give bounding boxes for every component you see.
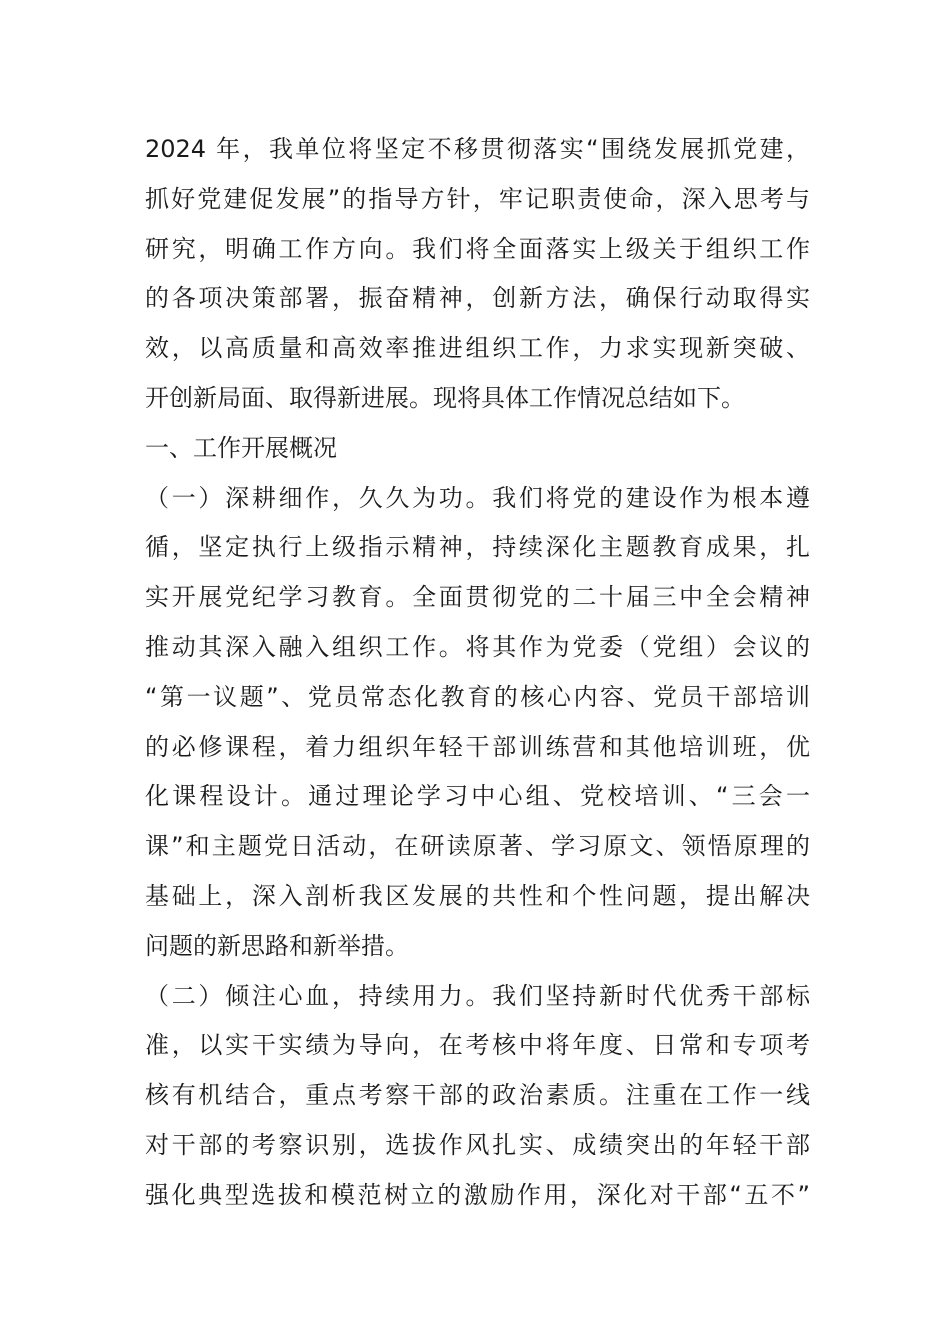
- subsection-1-line-5: “第一议题”、党员常态化教育的核心内容、党员干部培训: [145, 682, 810, 711]
- intro-line-3: 研究，明确工作方向。我们将全面落实上级关于组织工作: [145, 234, 810, 263]
- subsection-1-line-10: 问题的新思路和新举措。: [145, 931, 409, 960]
- subsection-1-line-6: 的必修课程，着力组织年轻干部训练营和其他培训班，优: [145, 732, 810, 761]
- section-heading: 一、工作开展概况: [145, 433, 337, 462]
- subsection-1-line-7: 化课程设计。通过理论学习中心组、党校培训、“三会一: [145, 782, 810, 811]
- subsection-1-line-4: 推动其深入融入组织工作。将其作为党委（党组）会议的: [145, 632, 810, 661]
- subsection-2-line-2: 准，以实干实绩为导向，在考核中将年度、日常和专项考: [145, 1031, 810, 1060]
- subsection-2-line-5: 强化典型选拔和模范树立的激励作用，深化对干部“五不”: [145, 1180, 810, 1209]
- subsection-1-line-1: （一）深耕细作，久久为功。我们将党的建设作为根本遵: [145, 483, 810, 512]
- subsection-2-line-3: 核有机结合，重点考察干部的政治素质。注重在工作一线: [145, 1081, 810, 1110]
- intro-line-5: 效，以高质量和高效率推进组织工作，力求实现新突破、: [145, 334, 810, 363]
- subsection-1-line-8: 课”和主题党日活动，在研读原著、学习原文、领悟原理的: [145, 832, 810, 861]
- subsection-2-line-1: （二）倾注心血，持续用力。我们坚持新时代优秀干部标: [145, 981, 810, 1010]
- document-body: [145, 125, 810, 1221]
- subsection-2-line-4: 对干部的考察识别，选拔作风扎实、成绩突出的年轻干部: [145, 1130, 810, 1159]
- intro-line-6: 开创新局面、取得新进展。现将具体工作情况总结如下。: [145, 383, 745, 412]
- subsection-1-line-2: 循，坚定执行上级指示精神，持续深化主题教育成果，扎: [145, 533, 810, 562]
- intro-line-2: 抓好党建促发展”的指导方针，牢记职责使命，深入思考与: [145, 184, 810, 213]
- intro-line-1: 2024 年，我单位将坚定不移贯彻落实“围绕发展抓党建，: [145, 135, 810, 163]
- subsection-1-line-9: 基础上，深入剖析我区发展的共性和个性问题，提出解决: [145, 881, 810, 910]
- intro-line-4: 的各项决策部署，振奋精神，创新方法，确保行动取得实: [145, 284, 810, 313]
- subsection-1-line-3: 实开展党纪学习教育。全面贯彻党的二十届三中全会精神: [145, 583, 810, 612]
